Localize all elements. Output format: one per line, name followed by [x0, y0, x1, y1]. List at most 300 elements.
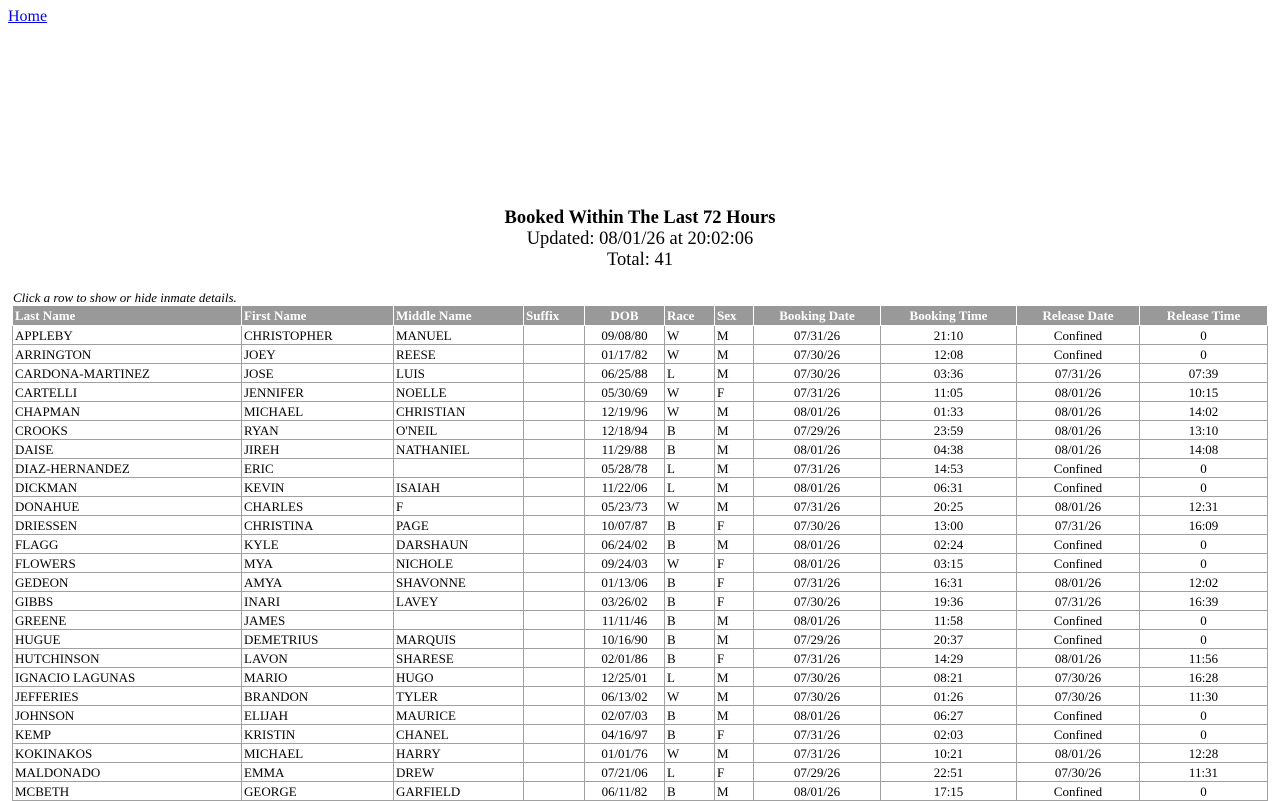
- cell-last-name: MCBETH: [13, 782, 242, 801]
- cell-middle-name: [394, 611, 524, 630]
- col-header-release-date[interactable]: Release Date: [1017, 306, 1140, 326]
- cell-dob: 05/23/73: [585, 497, 665, 516]
- cell-middle-name: PAGE: [394, 516, 524, 535]
- cell-first-name: KEVIN: [242, 478, 394, 497]
- cell-dob: 11/22/06: [585, 478, 665, 497]
- cell-last-name: DICKMAN: [13, 478, 242, 497]
- cell-booking-time: 22:51: [881, 763, 1017, 782]
- cell-race: W: [665, 402, 715, 421]
- cell-middle-name: SHARESE: [394, 649, 524, 668]
- cell-middle-name: LAVEY: [394, 592, 524, 611]
- cell-dob: 10/16/90: [585, 630, 665, 649]
- page-title: Booked Within The Last 72 Hours: [504, 208, 776, 228]
- table-row[interactable]: [13, 535, 1268, 554]
- cell-booking-date: 08/01/26: [754, 478, 881, 497]
- cell-booking-date: 07/31/26: [754, 725, 881, 744]
- cell-dob: 06/25/88: [585, 364, 665, 383]
- cell-first-name: MARIO: [242, 668, 394, 687]
- cell-release-date: 08/01/26: [1017, 440, 1140, 459]
- cell-sex: F: [715, 516, 754, 535]
- cell-release-date: Confined: [1017, 345, 1140, 364]
- home-link[interactable]: Home: [8, 8, 48, 25]
- table-row[interactable]: [13, 763, 1268, 782]
- cell-release-time: 07:39: [1140, 364, 1268, 383]
- cell-last-name: IGNACIO LAGUNAS: [13, 668, 242, 687]
- cell-suffix: [524, 516, 585, 535]
- cell-last-name: KEMP: [13, 725, 242, 744]
- table-row[interactable]: [13, 649, 1268, 668]
- cell-suffix: [524, 744, 585, 763]
- cell-last-name: KOKINAKOS: [13, 744, 242, 763]
- cell-middle-name: MARQUIS: [394, 630, 524, 649]
- cell-last-name: DONAHUE: [13, 497, 242, 516]
- cell-release-date: Confined: [1017, 326, 1140, 345]
- table-row[interactable]: [13, 573, 1268, 592]
- cell-middle-name: MAURICE: [394, 706, 524, 725]
- cell-first-name: CHRISTINA: [242, 516, 394, 535]
- cell-suffix: [524, 763, 585, 782]
- cell-dob: 06/24/02: [585, 535, 665, 554]
- cell-suffix: [524, 782, 585, 801]
- cell-suffix: [524, 592, 585, 611]
- cell-race: L: [665, 459, 715, 478]
- cell-first-name: INARI: [242, 592, 394, 611]
- table-row[interactable]: [13, 687, 1268, 706]
- cell-release-time: 10:15: [1140, 383, 1268, 402]
- cell-middle-name: LUIS: [394, 364, 524, 383]
- cell-middle-name: DARSHAUN: [394, 535, 524, 554]
- cell-release-date: Confined: [1017, 459, 1140, 478]
- col-header-middle-name[interactable]: Middle Name: [394, 306, 524, 326]
- cell-booking-date: 07/30/26: [754, 345, 881, 364]
- cell-last-name: APPLEBY: [13, 326, 242, 345]
- cell-booking-date: 07/30/26: [754, 516, 881, 535]
- table-row[interactable]: [13, 516, 1268, 535]
- cell-dob: 09/24/03: [585, 554, 665, 573]
- cell-middle-name: REESE: [394, 345, 524, 364]
- cell-sex: M: [715, 421, 754, 440]
- cell-sex: M: [715, 440, 754, 459]
- table-row[interactable]: [13, 440, 1268, 459]
- cell-booking-date: 08/01/26: [754, 535, 881, 554]
- cell-first-name: EMMA: [242, 763, 394, 782]
- cell-suffix: [524, 649, 585, 668]
- cell-first-name: LAVON: [242, 649, 394, 668]
- cell-suffix: [524, 440, 585, 459]
- cell-race: B: [665, 421, 715, 440]
- cell-first-name: ELIJAH: [242, 706, 394, 725]
- table-row[interactable]: [13, 421, 1268, 440]
- table-row[interactable]: [13, 478, 1268, 497]
- cell-suffix: [524, 611, 585, 630]
- cell-dob: 01/17/82: [585, 345, 665, 364]
- col-header-race[interactable]: Race: [665, 306, 715, 326]
- cell-race: L: [665, 478, 715, 497]
- col-header-booking-date[interactable]: Booking Date: [754, 306, 881, 326]
- cell-first-name: MICHAEL: [242, 744, 394, 763]
- cell-release-time: 12:31: [1140, 497, 1268, 516]
- cell-first-name: DEMETRIUS: [242, 630, 394, 649]
- cell-booking-date: 08/01/26: [754, 706, 881, 725]
- cell-sex: M: [715, 459, 754, 478]
- cell-release-time: 0: [1140, 554, 1268, 573]
- cell-middle-name: CHANEL: [394, 725, 524, 744]
- cell-booking-time: 04:38: [881, 440, 1017, 459]
- cell-middle-name: NOELLE: [394, 383, 524, 402]
- cell-dob: 07/21/06: [585, 763, 665, 782]
- cell-sex: M: [715, 782, 754, 801]
- cell-booking-time: 03:36: [881, 364, 1017, 383]
- cell-booking-time: 03:15: [881, 554, 1017, 573]
- cell-race: W: [665, 383, 715, 402]
- table-row[interactable]: [13, 554, 1268, 573]
- cell-suffix: [524, 573, 585, 592]
- cell-suffix: [524, 364, 585, 383]
- cell-first-name: MICHAEL: [242, 402, 394, 421]
- cell-booking-time: 14:29: [881, 649, 1017, 668]
- cell-race: W: [665, 744, 715, 763]
- cell-release-time: 13:10: [1140, 421, 1268, 440]
- cell-sex: M: [715, 630, 754, 649]
- cell-first-name: BRANDON: [242, 687, 394, 706]
- cell-first-name: JENNIFER: [242, 383, 394, 402]
- cell-race: W: [665, 554, 715, 573]
- cell-sex: M: [715, 402, 754, 421]
- cell-suffix: [524, 535, 585, 554]
- cell-race: B: [665, 706, 715, 725]
- cell-release-time: 11:31: [1140, 763, 1268, 782]
- cell-race: B: [665, 649, 715, 668]
- cell-booking-date: 08/01/26: [754, 611, 881, 630]
- cell-sex: M: [715, 364, 754, 383]
- cell-first-name: KRISTIN: [242, 725, 394, 744]
- cell-middle-name: O'NEIL: [394, 421, 524, 440]
- cell-release-date: Confined: [1017, 725, 1140, 744]
- cell-booking-date: 07/30/26: [754, 592, 881, 611]
- cell-dob: 11/11/46: [585, 611, 665, 630]
- cell-release-date: 08/01/26: [1017, 573, 1140, 592]
- cell-release-time: 14:02: [1140, 402, 1268, 421]
- cell-middle-name: NICHOLE: [394, 554, 524, 573]
- cell-release-date: Confined: [1017, 706, 1140, 725]
- cell-release-date: 08/01/26: [1017, 497, 1140, 516]
- table-header-row: [13, 306, 1268, 326]
- cell-dob: 01/01/76: [585, 744, 665, 763]
- cell-last-name: DRIESSEN: [13, 516, 242, 535]
- cell-booking-date: 07/30/26: [754, 364, 881, 383]
- cell-release-date: Confined: [1017, 611, 1140, 630]
- cell-middle-name: HUGO: [394, 668, 524, 687]
- cell-booking-date: 08/01/26: [754, 782, 881, 801]
- cell-booking-date: 07/31/26: [754, 326, 881, 345]
- cell-release-date: 08/01/26: [1017, 421, 1140, 440]
- cell-middle-name: MANUEL: [394, 326, 524, 345]
- cell-first-name: AMYA: [242, 573, 394, 592]
- cell-release-time: 0: [1140, 782, 1268, 801]
- cell-sex: M: [715, 611, 754, 630]
- table-row[interactable]: [13, 744, 1268, 763]
- table-row[interactable]: [13, 668, 1268, 687]
- table-row[interactable]: [13, 630, 1268, 649]
- cell-suffix: [524, 630, 585, 649]
- cell-release-time: 16:09: [1140, 516, 1268, 535]
- cell-dob: 02/07/03: [585, 706, 665, 725]
- table-row[interactable]: [13, 364, 1268, 383]
- cell-race: W: [665, 326, 715, 345]
- cell-race: L: [665, 668, 715, 687]
- cell-release-date: 08/01/26: [1017, 383, 1140, 402]
- cell-middle-name: CHRISTIAN: [394, 402, 524, 421]
- cell-booking-date: 07/29/26: [754, 421, 881, 440]
- table-row[interactable]: [13, 497, 1268, 516]
- cell-booking-date: 07/29/26: [754, 763, 881, 782]
- cell-booking-date: 08/01/26: [754, 402, 881, 421]
- cell-suffix: [524, 725, 585, 744]
- cell-release-time: 14:08: [1140, 440, 1268, 459]
- cell-last-name: JEFFERIES: [13, 687, 242, 706]
- cell-sex: F: [715, 725, 754, 744]
- cell-last-name: FLOWERS: [13, 554, 242, 573]
- cell-last-name: ARRINGTON: [13, 345, 242, 364]
- cell-booking-time: 02:03: [881, 725, 1017, 744]
- cell-booking-date: 08/01/26: [754, 440, 881, 459]
- cell-dob: 12/18/94: [585, 421, 665, 440]
- cell-last-name: GIBBS: [13, 592, 242, 611]
- cell-release-time: 0: [1140, 706, 1268, 725]
- cell-suffix: [524, 554, 585, 573]
- cell-booking-time: 12:08: [881, 345, 1017, 364]
- cell-dob: 02/01/86: [585, 649, 665, 668]
- cell-first-name: JOSE: [242, 364, 394, 383]
- cell-first-name: KYLE: [242, 535, 394, 554]
- cell-booking-date: 07/31/26: [754, 383, 881, 402]
- cell-sex: F: [715, 649, 754, 668]
- cell-middle-name: ISAIAH: [394, 478, 524, 497]
- cell-release-time: 12:28: [1140, 744, 1268, 763]
- cell-booking-date: 07/31/26: [754, 744, 881, 763]
- cell-race: W: [665, 497, 715, 516]
- instruction-text: Click a row to show or hide inmate details.: [13, 290, 237, 305]
- cell-dob: 05/28/78: [585, 459, 665, 478]
- cell-release-date: Confined: [1017, 782, 1140, 801]
- cell-sex: M: [715, 706, 754, 725]
- table-row[interactable]: [13, 402, 1268, 421]
- cell-booking-time: 14:53: [881, 459, 1017, 478]
- cell-first-name: ERIC: [242, 459, 394, 478]
- cell-release-date: 07/31/26: [1017, 592, 1140, 611]
- col-header-first-name[interactable]: First Name: [242, 306, 394, 326]
- cell-release-date: 07/30/26: [1017, 687, 1140, 706]
- cell-middle-name: HARRY: [394, 744, 524, 763]
- cell-middle-name: TYLER: [394, 687, 524, 706]
- col-header-sex[interactable]: Sex: [715, 306, 754, 326]
- cell-last-name: CHAPMAN: [13, 402, 242, 421]
- cell-release-time: 0: [1140, 459, 1268, 478]
- cell-last-name: CROOKS: [13, 421, 242, 440]
- col-header-suffix[interactable]: Suffix: [524, 306, 585, 326]
- cell-release-time: 0: [1140, 326, 1268, 345]
- cell-middle-name: DREW: [394, 763, 524, 782]
- cell-middle-name: F: [394, 497, 524, 516]
- cell-booking-time: 16:31: [881, 573, 1017, 592]
- cell-release-time: 16:28: [1140, 668, 1268, 687]
- cell-release-time: 16:39: [1140, 592, 1268, 611]
- cell-booking-date: 07/31/26: [754, 573, 881, 592]
- cell-race: B: [665, 516, 715, 535]
- cell-middle-name: [394, 459, 524, 478]
- cell-release-date: 08/01/26: [1017, 402, 1140, 421]
- page-header: [0, 208, 1280, 271]
- cell-booking-time: 06:27: [881, 706, 1017, 725]
- cell-booking-date: 07/31/26: [754, 649, 881, 668]
- table-row[interactable]: [13, 725, 1268, 744]
- cell-booking-date: 07/29/26: [754, 630, 881, 649]
- cell-race: W: [665, 345, 715, 364]
- cell-dob: 03/26/02: [585, 592, 665, 611]
- table-row[interactable]: [13, 592, 1268, 611]
- cell-suffix: [524, 497, 585, 516]
- cell-dob: 12/25/01: [585, 668, 665, 687]
- cell-dob: 01/13/06: [585, 573, 665, 592]
- cell-booking-date: 07/31/26: [754, 459, 881, 478]
- table-row[interactable]: [13, 611, 1268, 630]
- cell-race: B: [665, 592, 715, 611]
- cell-release-date: Confined: [1017, 630, 1140, 649]
- cell-suffix: [524, 459, 585, 478]
- cell-first-name: JIREH: [242, 440, 394, 459]
- cell-first-name: MYA: [242, 554, 394, 573]
- cell-first-name: JOEY: [242, 345, 394, 364]
- cell-release-date: 08/01/26: [1017, 649, 1140, 668]
- cell-sex: M: [715, 497, 754, 516]
- cell-booking-time: 02:24: [881, 535, 1017, 554]
- cell-release-time: 11:30: [1140, 687, 1268, 706]
- cell-race: L: [665, 364, 715, 383]
- cell-first-name: JAMES: [242, 611, 394, 630]
- col-header-dob[interactable]: DOB: [585, 306, 665, 326]
- cell-booking-time: 13:00: [881, 516, 1017, 535]
- cell-booking-date: 08/01/26: [754, 554, 881, 573]
- cell-race: B: [665, 573, 715, 592]
- cell-race: B: [665, 611, 715, 630]
- cell-dob: 06/11/82: [585, 782, 665, 801]
- cell-release-date: Confined: [1017, 478, 1140, 497]
- cell-booking-time: 20:25: [881, 497, 1017, 516]
- table-row[interactable]: [13, 345, 1268, 364]
- cell-dob: 05/30/69: [585, 383, 665, 402]
- cell-booking-time: 11:58: [881, 611, 1017, 630]
- inmate-table: [12, 306, 1268, 801]
- cell-sex: M: [715, 687, 754, 706]
- table-row[interactable]: [13, 782, 1268, 801]
- cell-release-date: Confined: [1017, 535, 1140, 554]
- cell-last-name: JOHNSON: [13, 706, 242, 725]
- cell-sex: M: [715, 345, 754, 364]
- cell-last-name: HUGUE: [13, 630, 242, 649]
- cell-first-name: RYAN: [242, 421, 394, 440]
- cell-dob: 09/08/80: [585, 326, 665, 345]
- cell-booking-time: 08:21: [881, 668, 1017, 687]
- cell-race: B: [665, 535, 715, 554]
- cell-booking-time: 06:31: [881, 478, 1017, 497]
- cell-release-time: 0: [1140, 611, 1268, 630]
- col-header-booking-time[interactable]: Booking Time: [881, 306, 1017, 326]
- cell-release-time: 0: [1140, 630, 1268, 649]
- cell-last-name: DAISE: [13, 440, 242, 459]
- cell-release-time: 11:56: [1140, 649, 1268, 668]
- cell-last-name: CARTELLI: [13, 383, 242, 402]
- cell-suffix: [524, 421, 585, 440]
- table-row[interactable]: [13, 383, 1268, 402]
- cell-middle-name: SHAVONNE: [394, 573, 524, 592]
- cell-first-name: CHARLES: [242, 497, 394, 516]
- cell-middle-name: NATHANIEL: [394, 440, 524, 459]
- col-header-last-name[interactable]: Last Name: [13, 306, 242, 326]
- cell-release-date: 07/31/26: [1017, 364, 1140, 383]
- cell-race: B: [665, 725, 715, 744]
- cell-release-time: 12:02: [1140, 573, 1268, 592]
- cell-dob: 12/19/96: [585, 402, 665, 421]
- cell-booking-time: 11:05: [881, 383, 1017, 402]
- cell-dob: 06/13/02: [585, 687, 665, 706]
- cell-sex: M: [715, 478, 754, 497]
- cell-race: B: [665, 782, 715, 801]
- cell-release-time: 0: [1140, 345, 1268, 364]
- cell-booking-date: 07/31/26: [754, 497, 881, 516]
- cell-first-name: GEORGE: [242, 782, 394, 801]
- updated-timestamp: Updated: 08/01/26 at 20:02:06: [526, 229, 754, 249]
- cell-release-time: 0: [1140, 478, 1268, 497]
- cell-release-date: 07/30/26: [1017, 763, 1140, 782]
- cell-race: L: [665, 763, 715, 782]
- cell-race: B: [665, 440, 715, 459]
- cell-last-name: CARDONA-MARTINEZ: [13, 364, 242, 383]
- cell-booking-date: 07/30/26: [754, 668, 881, 687]
- cell-last-name: GEDEON: [13, 573, 242, 592]
- cell-suffix: [524, 345, 585, 364]
- cell-sex: F: [715, 763, 754, 782]
- table-row[interactable]: [13, 459, 1268, 478]
- cell-booking-time: 17:15: [881, 782, 1017, 801]
- cell-suffix: [524, 687, 585, 706]
- table-row[interactable]: [13, 706, 1268, 725]
- cell-booking-time: 10:21: [881, 744, 1017, 763]
- cell-race: W: [665, 687, 715, 706]
- cell-release-date: 07/30/26: [1017, 668, 1140, 687]
- cell-sex: M: [715, 744, 754, 763]
- cell-first-name: CHRISTOPHER: [242, 326, 394, 345]
- cell-booking-time: 21:10: [881, 326, 1017, 345]
- cell-last-name: HUTCHINSON: [13, 649, 242, 668]
- table-row[interactable]: [13, 326, 1268, 345]
- col-header-release-time[interactable]: Release Time: [1140, 306, 1268, 326]
- cell-middle-name: GARFIELD: [394, 782, 524, 801]
- table-body: [13, 326, 1268, 801]
- cell-booking-time: 01:26: [881, 687, 1017, 706]
- cell-dob: 11/29/88: [585, 440, 665, 459]
- cell-release-time: 0: [1140, 725, 1268, 744]
- cell-booking-time: 19:36: [881, 592, 1017, 611]
- cell-sex: F: [715, 573, 754, 592]
- cell-suffix: [524, 668, 585, 687]
- cell-sex: F: [715, 554, 754, 573]
- cell-suffix: [524, 478, 585, 497]
- cell-booking-time: 01:33: [881, 402, 1017, 421]
- cell-dob: 10/07/87: [585, 516, 665, 535]
- cell-sex: M: [715, 535, 754, 554]
- cell-release-date: 07/31/26: [1017, 516, 1140, 535]
- cell-last-name: FLAGG: [13, 535, 242, 554]
